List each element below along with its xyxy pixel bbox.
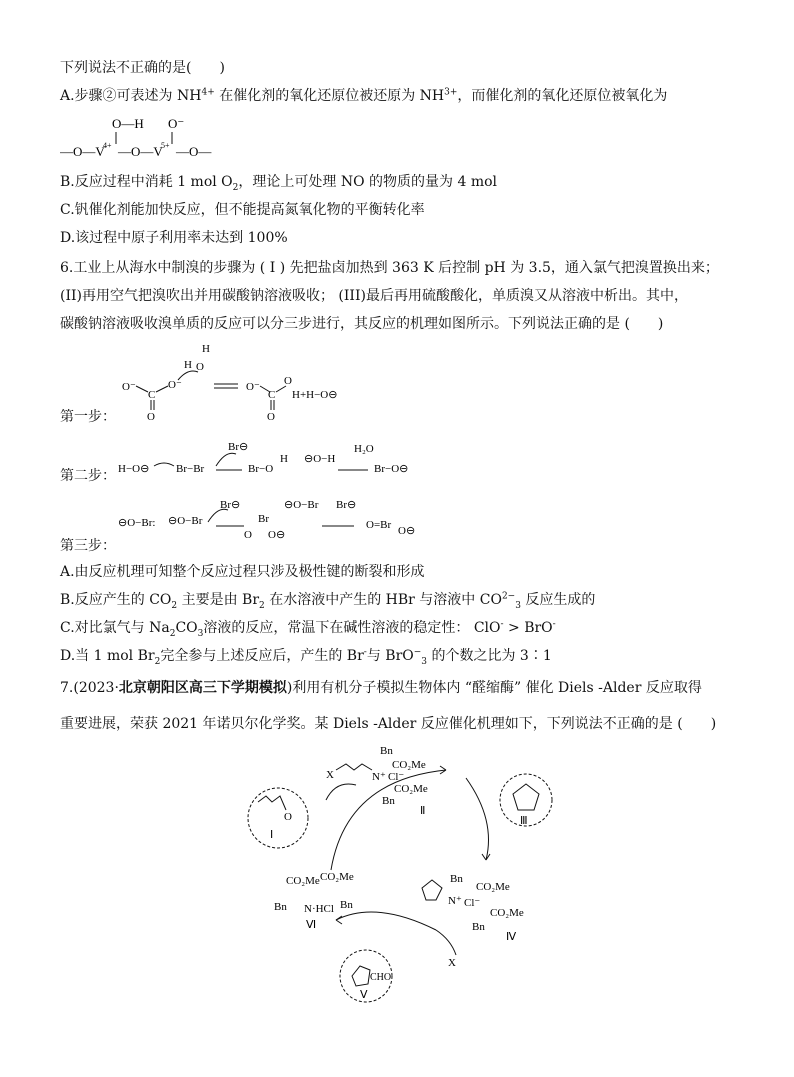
step1-label: 第一步： <box>60 409 116 425</box>
svg-text:O: O <box>267 411 275 423</box>
svg-text:CO₂Me: CO₂Me <box>286 875 320 887</box>
svg-text:Cl⁻: Cl⁻ <box>388 771 405 783</box>
label-x-bottom: X <box>448 957 456 969</box>
q6-option-a: A.由反应机理可知整个反应过程只涉及极性键的断裂和形成 <box>60 564 425 580</box>
svg-text:O: O <box>284 811 292 823</box>
svg-text:⊖O−H: ⊖O−H <box>304 453 336 465</box>
svg-text:O⊖: O⊖ <box>398 525 416 537</box>
svg-text:CO₂Me: CO₂Me <box>490 907 524 919</box>
svg-text:H: H <box>280 453 288 465</box>
svg-text:CO₂Me: CO₂Me <box>476 881 510 893</box>
svg-text:Bn: Bn <box>450 873 463 885</box>
svg-text:Br−O: Br−O <box>248 463 274 475</box>
svg-text:O⁻: O⁻ <box>168 379 182 391</box>
svg-text:Br−Br: Br−Br <box>176 463 205 475</box>
svg-text:H−O⊖: H−O⊖ <box>118 463 150 475</box>
svg-text:Cl⁻: Cl⁻ <box>464 897 481 909</box>
label-compound-v: Ⅴ <box>360 989 368 1001</box>
svg-text:H+H−O⊖: H+H−O⊖ <box>292 389 338 401</box>
svg-text:Bn: Bn <box>274 901 287 913</box>
svg-text:⊖O−Br: ⊖O−Br <box>168 515 203 527</box>
q6-option-d: D.当 1 mol $Br_2$完全参与上述反应后，产生的 Br-与 BrO−$_3$ 的个数之比为 3∶1 <box>60 647 552 667</box>
label-chain-mid: —O—V <box>118 144 163 159</box>
label-chain-left: —O—V <box>60 144 105 159</box>
svg-text:O: O <box>244 529 252 541</box>
step3-label: 第三步： <box>60 538 116 554</box>
q6-option-b: B.反应产生的 $CO_2$ 主要是由 $Br_2$ 在水溶液中产生的 HBr 与溶液中 $CO^{2-}_3$ 反应生成的 <box>60 591 596 611</box>
svg-text:H₂O: H₂O <box>354 443 374 455</box>
step3-scheme <box>118 494 448 554</box>
q5-option-c: C.钒催化剂能加快反应，但不能提高氮氧化物的平衡转化率 <box>60 202 425 218</box>
step2-scheme <box>118 436 438 486</box>
svg-text:N·HCl: N·HCl <box>304 903 334 915</box>
q6-line-3: 碳酸钠溶液吸收溴单质的反应可以分三步进行，其反应的机理如图所示。下列说法正确的是 ( ) <box>60 316 664 332</box>
svg-text:Bn: Bn <box>340 899 353 911</box>
svg-text:Br⊖: Br⊖ <box>228 441 249 453</box>
svg-text:N⁺: N⁺ <box>448 895 462 907</box>
q7-source: 北京朝阳区高三下学期模拟 <box>118 680 287 696</box>
svg-text:O: O <box>196 361 204 373</box>
svg-text:O: O <box>147 411 155 423</box>
svg-text:CO₂Me: CO₂Me <box>392 759 426 771</box>
q7-line-2: 重要进展，荣获 2021 年诺贝尔化学奖。某 Diels -Alder 反应催化机理如下，下列说法不正确的是 ( ) <box>60 716 717 732</box>
svg-text:Bn: Bn <box>472 921 485 933</box>
svg-text:⊖O−Br:: ⊖O−Br: <box>118 517 156 529</box>
svg-text:C: C <box>148 389 156 401</box>
label-compound-vi: Ⅵ <box>306 919 317 931</box>
label-oh: O—H <box>112 116 144 131</box>
svg-text:O: O <box>284 375 292 387</box>
svg-text:Br−O⊖: Br−O⊖ <box>374 463 409 475</box>
label-v4: 4+ <box>103 141 112 150</box>
svg-text:Br: Br <box>258 513 269 525</box>
svg-text:CO₂Me: CO₂Me <box>394 783 428 795</box>
vanadium-structure <box>60 112 250 168</box>
q5-option-d: D.该过程中原子利用率未达到 100% <box>60 230 288 246</box>
svg-text:O=Br: O=Br <box>366 519 392 531</box>
svg-text:O⁻: O⁻ <box>246 381 260 393</box>
svg-text:Bn: Bn <box>382 795 395 807</box>
q6-line-1: 6.工业上从海水中制溴的步骤为 ( I ) 先把盐卤加热到 363 K 后控制 pH 为 3.5，通入氯气把溴置换出来； <box>60 260 719 276</box>
label-o-minus: O⁻ <box>168 116 185 131</box>
svg-text:O⁻: O⁻ <box>122 381 136 393</box>
svg-text:Br⊖: Br⊖ <box>336 499 357 511</box>
svg-text:CO₂Me: CO₂Me <box>320 871 354 883</box>
svg-text:Br⊖: Br⊖ <box>220 499 241 511</box>
q5-option-b: B.反应过程中消耗 1 mol $O_2$，理论上可处理 NO 的物质的量为 4 mol <box>60 174 498 193</box>
q5-option-a: A.步骤②可表述为 $NH^{4+}$ 在催化剂的氧化还原位被还原为 $NH^{3+}$，而催化剂的氧化还原位被氧化为 <box>60 87 668 104</box>
q6-option-c: C.对比氯气与 $Na_2CO_3$溶液的反应，常温下在碱性溶液的稳定性： ClO- > BrO- <box>60 619 556 639</box>
svg-text:⊖O−Br: ⊖O−Br <box>284 499 319 511</box>
q7-line-1: 7.(2023·北京朝阳区高三下学期模拟)利用有机分子模拟生物体内 “醛缩酶” 催化 Diels -Alder 反应取得 <box>60 680 702 696</box>
svg-text:H: H <box>184 359 192 371</box>
svg-text:CHO: CHO <box>370 972 392 983</box>
q6-line-2: (II)再用空气把溴吹出并用碳酸钠溶液吸收； (III)最后再用硫酸酸化，单质溴又从溶液中析出。其中， <box>60 288 688 304</box>
label-compound-i: Ⅰ <box>270 829 274 841</box>
label-chain-right: —O— <box>176 144 212 159</box>
svg-text:H: H <box>202 343 210 355</box>
q5-stem: 下列说法不正确的是( ) <box>60 60 225 76</box>
svg-text:C: C <box>268 389 276 401</box>
step2-label: 第二步： <box>60 468 116 484</box>
label-x-top: X <box>326 769 334 781</box>
label-v5: 5+ <box>161 141 170 150</box>
svg-text:Bn: Bn <box>380 745 393 757</box>
svg-text:N⁺: N⁺ <box>372 771 386 783</box>
catalytic-cycle <box>236 740 566 1010</box>
label-compound-ii: Ⅱ <box>420 805 426 817</box>
label-compound-iv: Ⅳ <box>506 931 517 943</box>
label-compound-iii: Ⅲ <box>520 815 528 827</box>
svg-text:O⊖: O⊖ <box>268 529 286 541</box>
step1-scheme <box>118 340 378 424</box>
